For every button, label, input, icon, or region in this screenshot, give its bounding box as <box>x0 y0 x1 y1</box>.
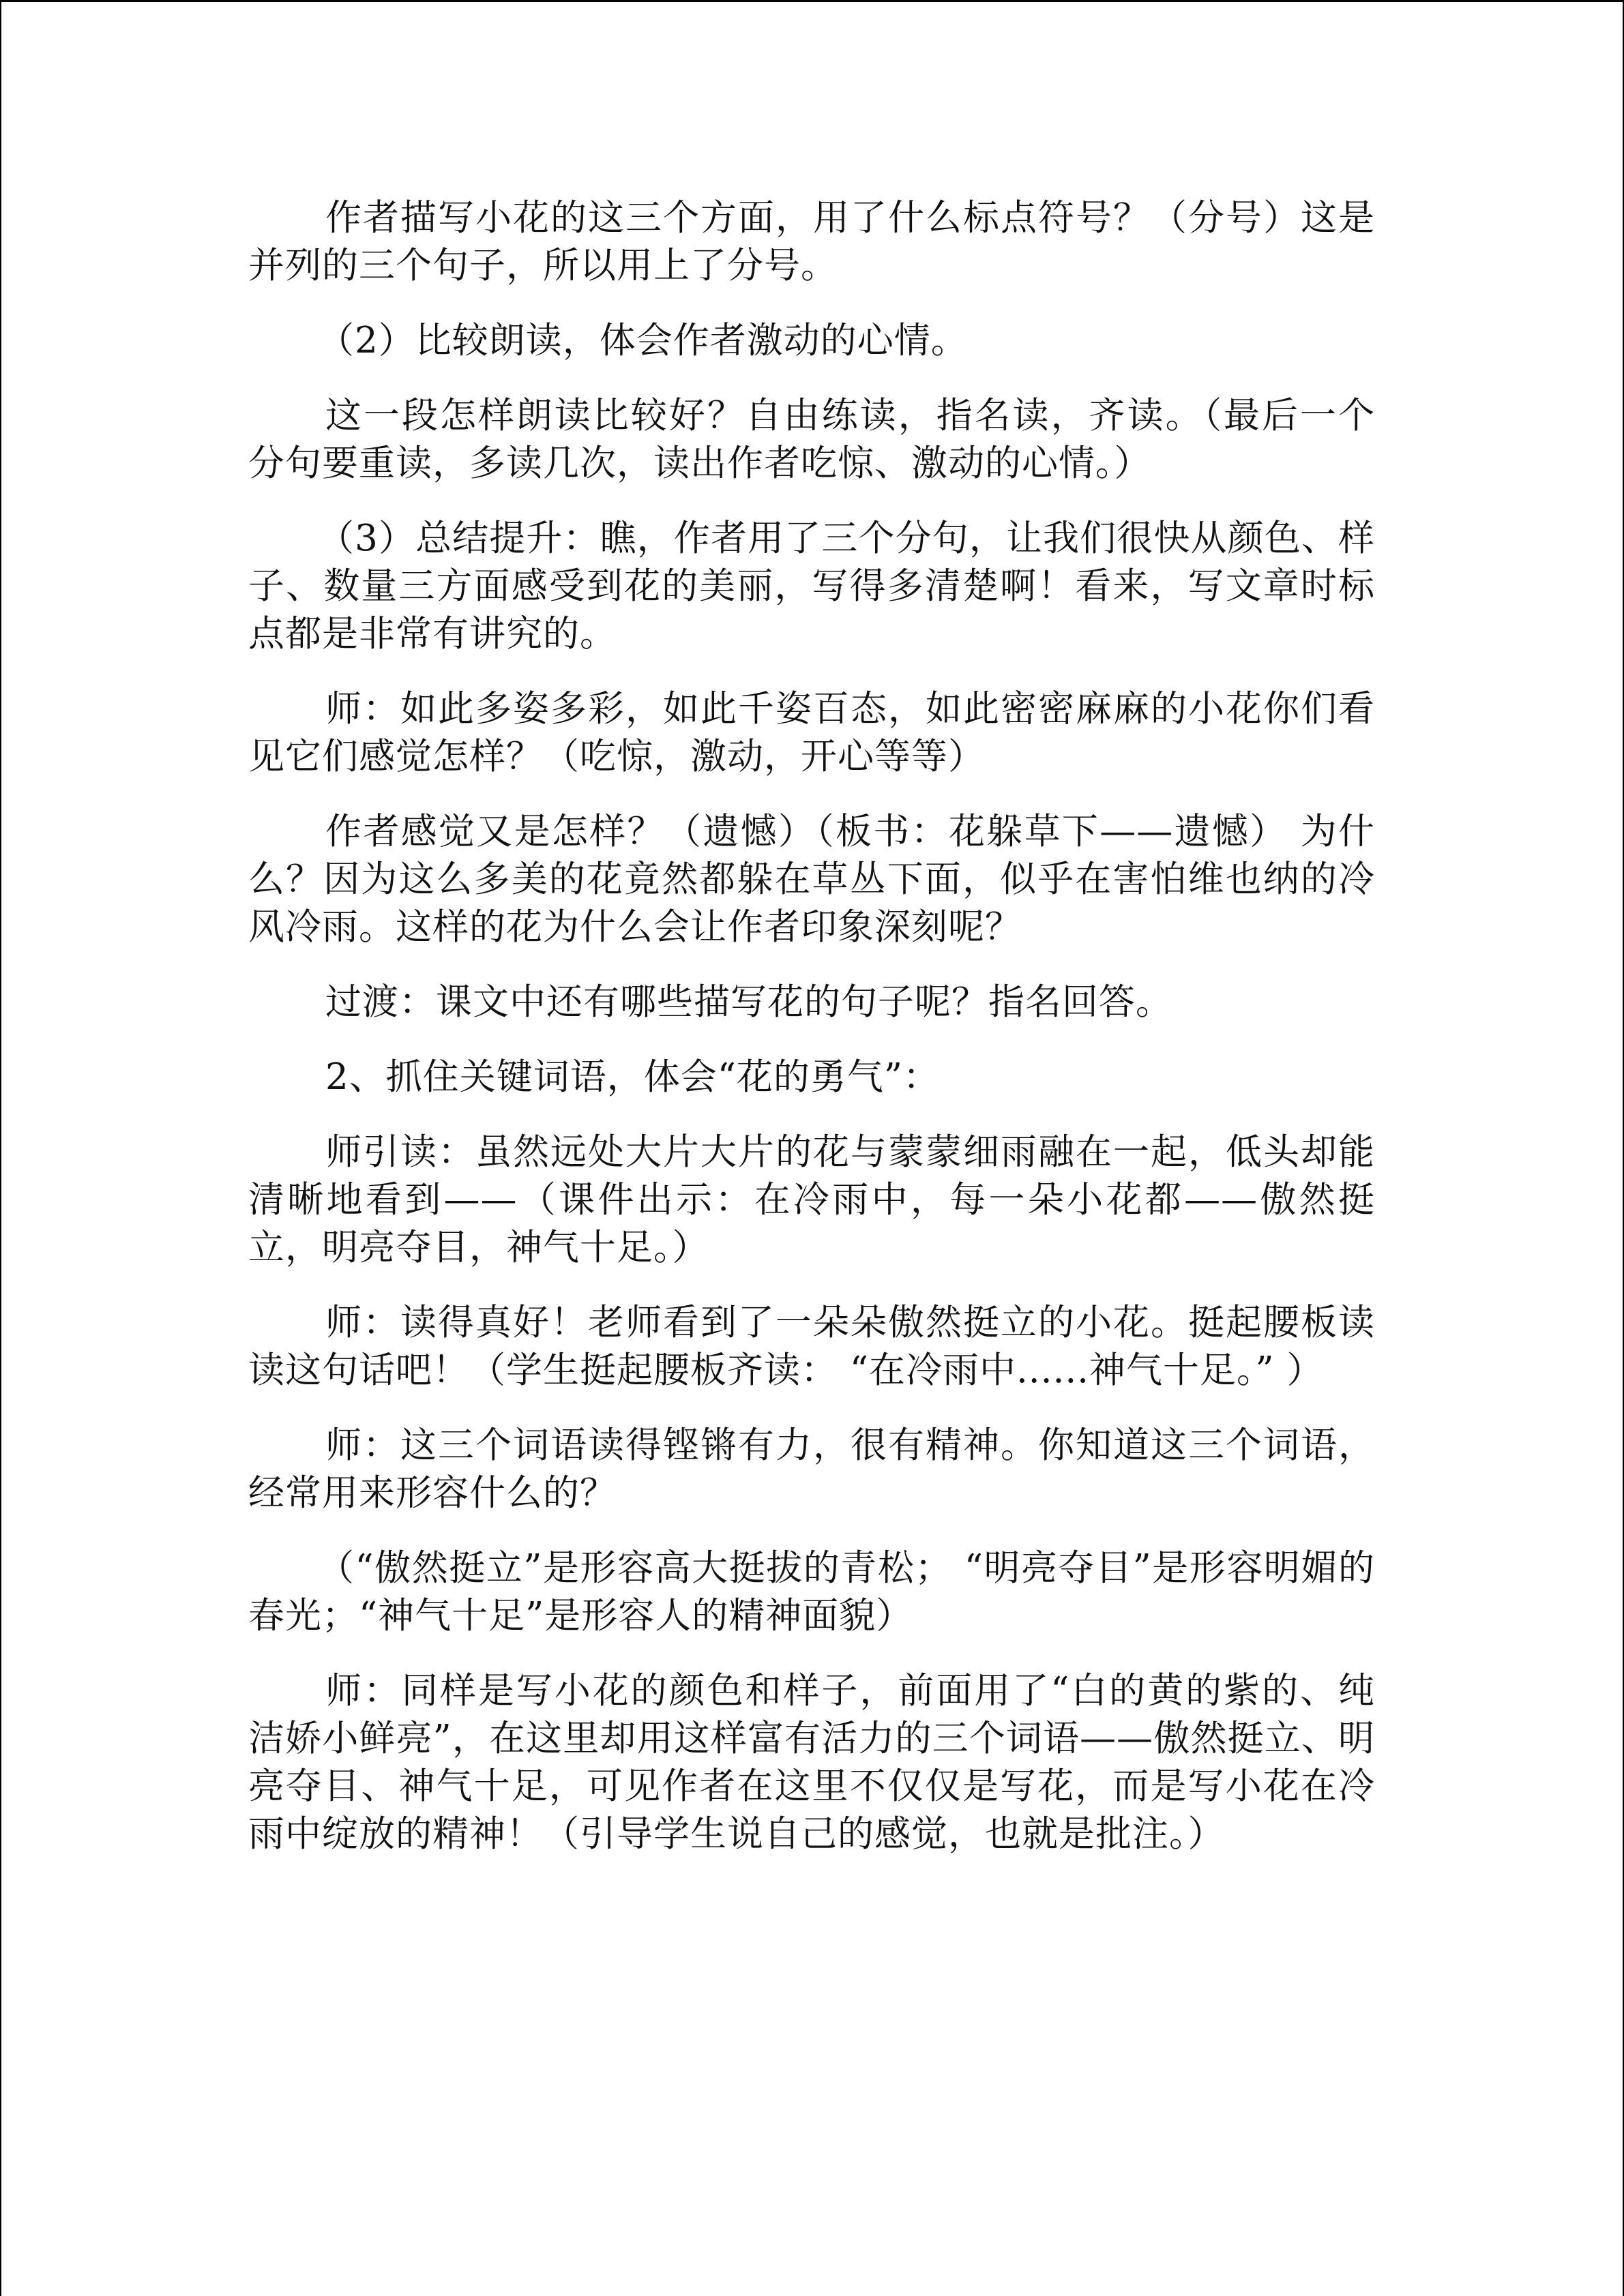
paragraph: （2）比较朗读，体会作者激动的心情。 <box>318 320 968 361</box>
paragraph: 2、抓住关键词语，体会“花的勇气”： <box>325 1056 940 1098</box>
paragraph: 作者描写小花的这三个方面，用了什么标点符号？（分号）这是并列的三个句子，所以用上了分号。 <box>248 197 1375 286</box>
paragraph: 作者感觉又是怎样？（遗憾）（板书：花躲草下——遗憾） 为什么？因为这么多美的花竟然都躲在草丛下面，似乎在害怕维也纳的冷风冷雨。这样的花为什么会让作者印象深刻呢？ <box>248 811 1375 948</box>
paragraph: 这一段怎样朗读比较好？自由练读，指名读，齐读。（最后一个分句要重读，多读几次，读出作者吃惊、激动的心情。） <box>248 395 1375 484</box>
paragraph: （“傲然挺立”是形容高大挺拔的青松； “明亮夺目”是形容明媚的春光；“神气十足”是形容人的精神面貌） <box>248 1547 1375 1637</box>
paragraph: 师引读：虽然远处大片大片的花与蒙蒙细雨融在一起，低头却能清晰地看到——（课件出示：在冷雨中，每一朵小花都——傲然挺立，明亮夺目，神气十足。） <box>248 1131 1375 1268</box>
paragraph: 师：如此多姿多彩，如此千姿百态，如此密密麻麻的小花你们看见它们感觉怎样？（吃惊，激动，开心等等） <box>248 688 1375 777</box>
paragraph: 过渡：课文中还有哪些描写花的句子呢？指名回答。 <box>325 981 1172 1023</box>
paragraph: 师：这三个词语读得铿锵有力，很有精神。你知道这三个词语，经常用来形容什么的？ <box>248 1425 1375 1514</box>
paragraph: 师：同样是写小花的颜色和样子，前面用了“白的黄的紫的、纯洁娇小鲜亮”，在这里却用这样富有活力的三个词语——傲然挺立、明亮夺目、神气十足，可见作者在这里不仅仅是写花，而是写小花在冷雨中绽放的精神！（引导学生说自己的感觉，也就是批注。） <box>248 1670 1375 1855</box>
paragraph: 师：读得真好！老师看到了一朵朵傲然挺立的小花。挺起腰板读读这句话吧！（学生挺起腰板齐读： “在冷雨中......神气十足。” ） <box>248 1302 1375 1391</box>
document-body <box>248 194 1375 1885</box>
paragraph: （3）总结提升：瞧，作者用了三个分句，让我们很快从颜色、样子、数量三方面感受到花的美丽，写得多清楚啊！看来，写文章时标点都是非常有讲究的。 <box>248 518 1375 655</box>
